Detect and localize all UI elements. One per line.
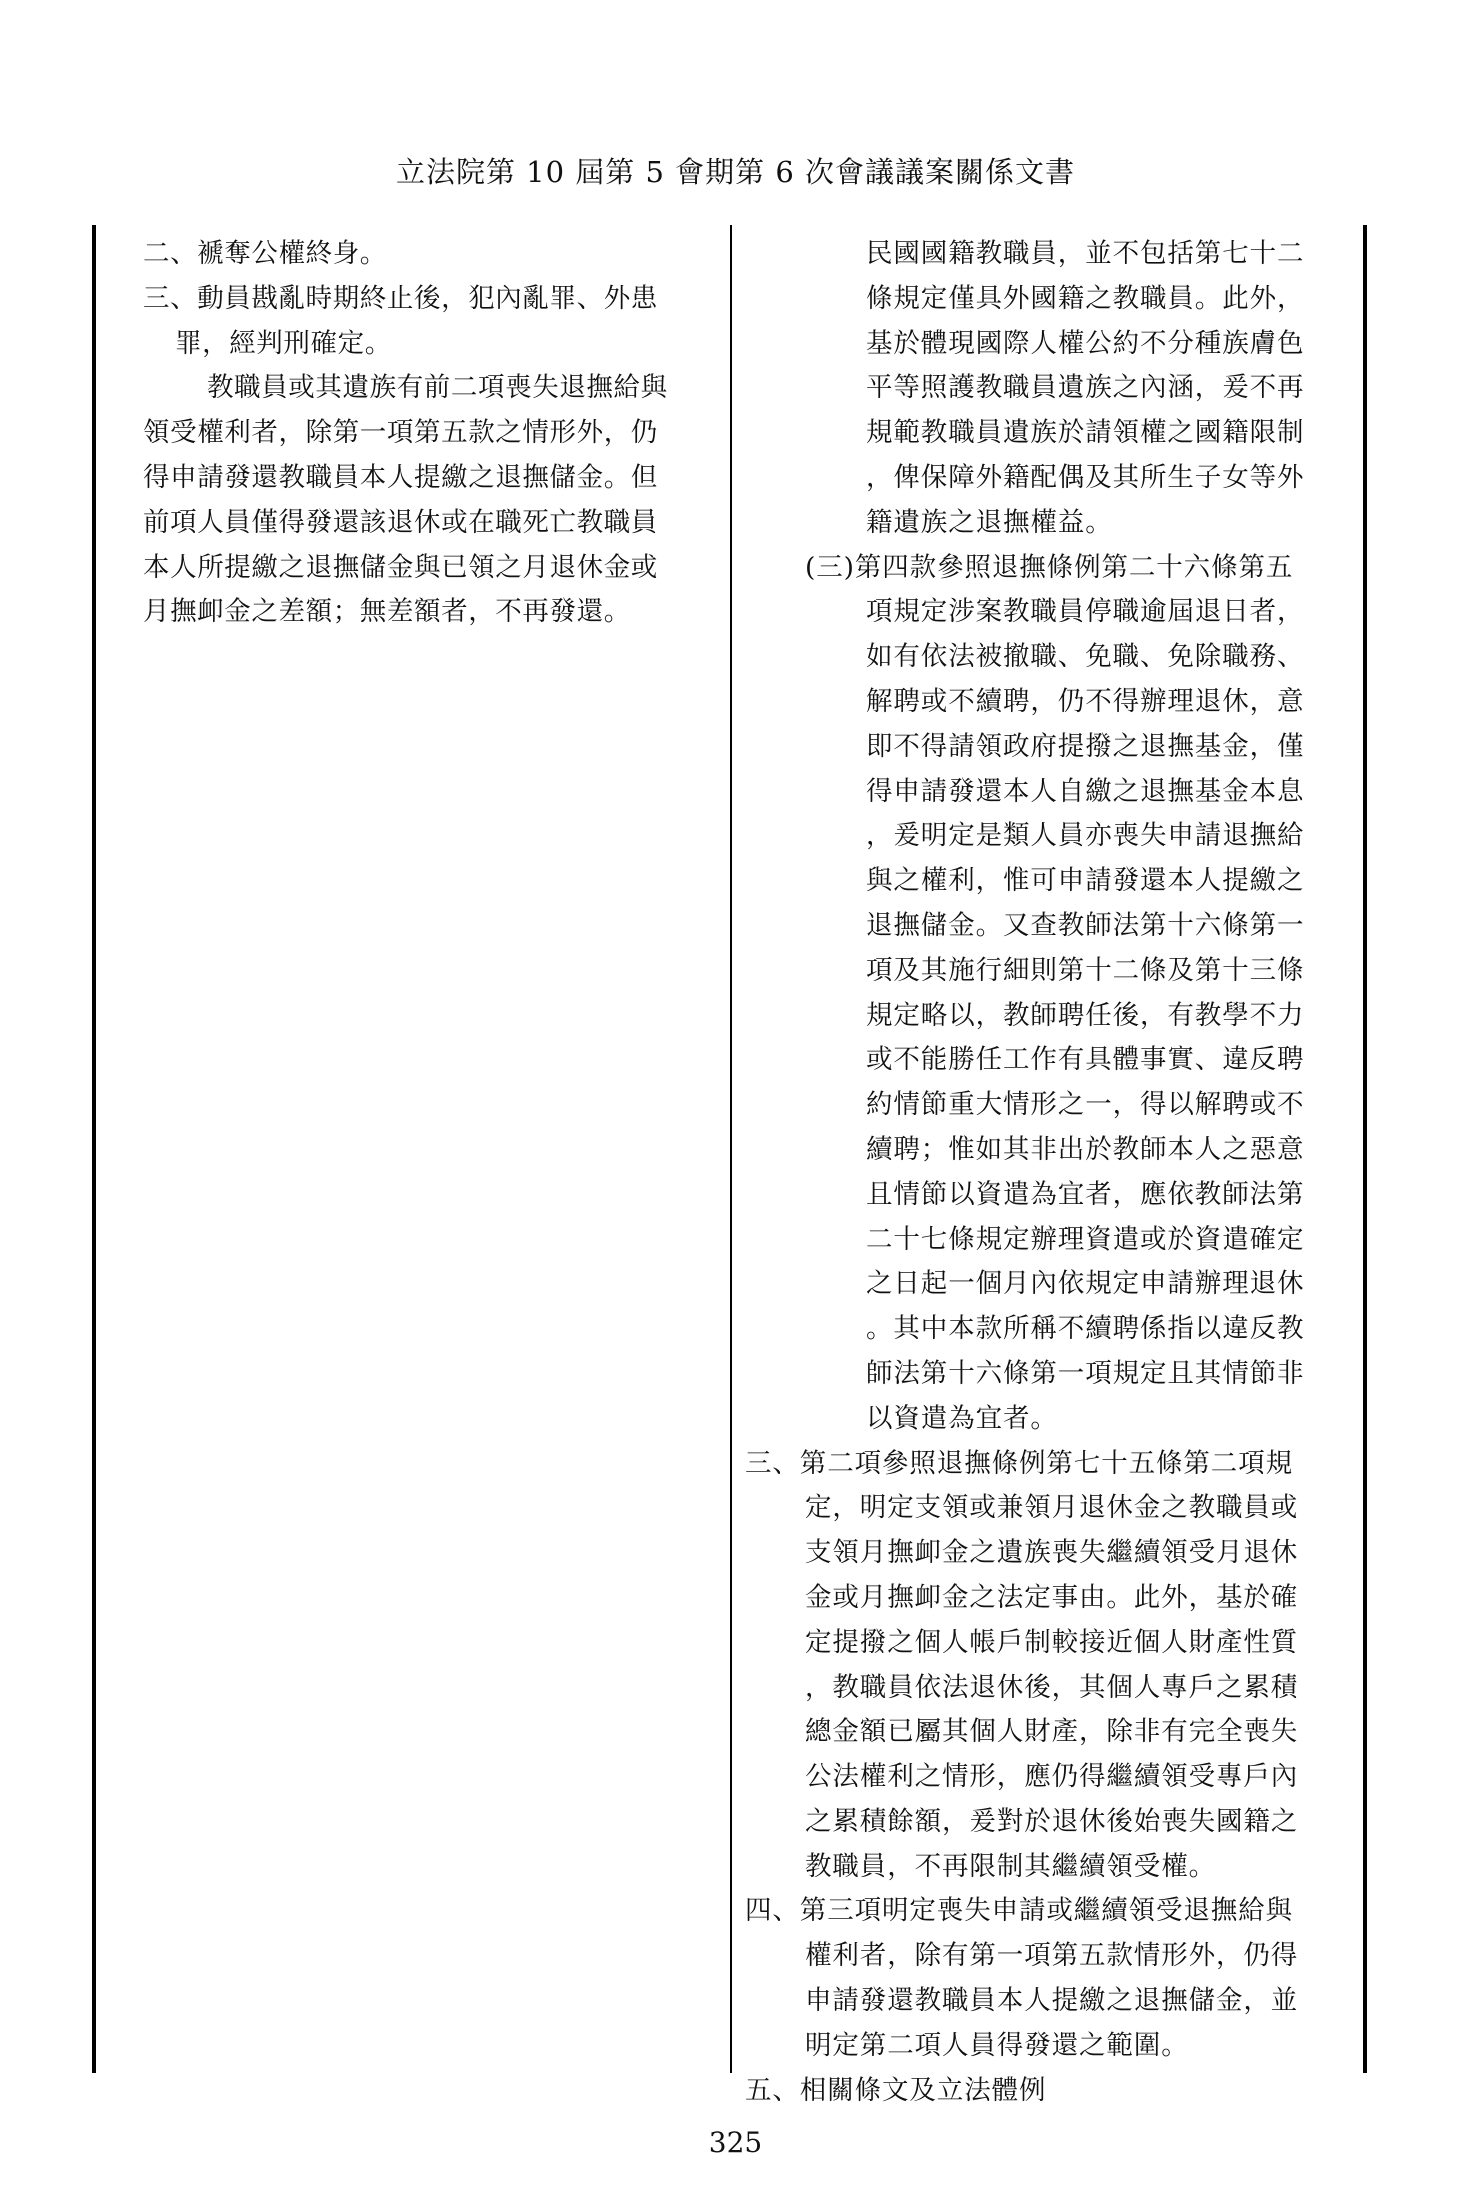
- text-line: 罪，經判刑確定。: [175, 327, 392, 359]
- text-line: (三)第四款參照退撫條例第二十六條第五: [805, 551, 1294, 583]
- text-line: 基於體現國際人權公約不分種族膚色: [866, 327, 1305, 359]
- text-line: 定，明定支領或兼領月退休金之教職員或: [805, 1492, 1299, 1524]
- left-column-statute-text: [143, 232, 713, 635]
- text-line: 明定第二項人員得發還之範圍。: [805, 2029, 1189, 2061]
- text-line: 續聘；惟如其非出於教師本人之惡意: [866, 1133, 1305, 1165]
- text-line: 支領月撫卹金之遺族喪失繼續領受月退休: [805, 1537, 1299, 1569]
- text-line: 退撫儲金。又查教師法第十六條第一: [866, 909, 1305, 941]
- text-line: 條規定僅具外國籍之教職員。此外，: [866, 282, 1305, 314]
- text-line: 項及其施行細則第十二條及第十三條: [866, 954, 1305, 986]
- text-line: 教職員或其遺族有前二項喪失退撫給與: [207, 372, 668, 404]
- text-line: 師法第十六條第一項規定且其情節非: [866, 1357, 1305, 1389]
- text-line: 之累積餘額，爰對於退休後始喪失國籍之: [805, 1805, 1299, 1837]
- text-line: ，俾保障外籍配偶及其所生子女等外: [866, 461, 1305, 493]
- text-line: 與之權利，惟可申請發還本人提繳之: [866, 865, 1305, 897]
- text-line: 月撫卹金之差額；無差額者，不再發還。: [143, 596, 631, 628]
- text-line: 得申請發還本人自繳之退撫基金本息: [866, 775, 1305, 807]
- text-line: 四、第三項明定喪失申請或繼續領受退撫給與: [745, 1895, 1293, 1927]
- text-line: 三、第二項參照退撫條例第七十五條第二項規: [745, 1447, 1293, 1479]
- text-line: 二十七條規定辦理資遣或於資遣確定: [866, 1223, 1305, 1255]
- text-line: 公法權利之情形，應仍得繼續領受專戶內: [805, 1761, 1299, 1793]
- page-header: 立法院第 10 屆第 5 會期第 6 次會議議案關係文書: [395, 155, 1076, 189]
- text-line: 五、相關條文及立法體例: [745, 2074, 1047, 2106]
- text-line: 二、褫奪公權終身。: [143, 238, 387, 269]
- right-border-rule: [1363, 225, 1367, 2073]
- text-line: 且情節以資遣為宜者，應依教師法第: [866, 1178, 1305, 1210]
- text-line: 領受權利者，除第一項第五款之情形外，仍: [143, 417, 658, 449]
- text-line: 金或月撫卹金之法定事由。此外，基於確: [805, 1581, 1299, 1613]
- text-line: 得申請發還教職員本人提繳之退撫儲金。但: [143, 461, 658, 493]
- text-line: 如有依法被撤職、免職、免除職務、: [866, 641, 1305, 673]
- text-line: 三、動員戡亂時期終止後，犯內亂罪、外患: [143, 282, 658, 314]
- text-line: 教職員，不再限制其繼續領受權。: [805, 1850, 1216, 1882]
- page-number: 325: [708, 2126, 763, 2159]
- text-line: 前項人員僅得發還該退休或在職死亡教職員: [143, 506, 658, 538]
- text-line: 解聘或不續聘，仍不得辦理退休，意: [866, 685, 1305, 717]
- text-line: 規範教職員遺族於請領權之國籍限制: [866, 417, 1305, 449]
- column-divider-rule: [730, 225, 732, 2073]
- text-line: 民國國籍教職員，並不包括第七十二: [866, 238, 1305, 269]
- text-line: 約情節重大情形之一，得以解聘或不: [866, 1089, 1305, 1121]
- text-line: 即不得請領政府提撥之退撫基金，僅: [866, 730, 1305, 762]
- text-line: 規定略以，教師聘任後，有教學不力: [866, 999, 1305, 1031]
- text-line: 籍遺族之退撫權益。: [866, 506, 1113, 538]
- text-line: 平等照護教職員遺族之內涵，爰不再: [866, 372, 1305, 404]
- text-line: 。其中本款所稱不續聘係指以違反教: [866, 1313, 1305, 1345]
- text-line: ，教職員依法退休後，其個人專戶之累積: [805, 1671, 1299, 1703]
- text-line: 之日起一個月內依規定申請辦理退休: [866, 1268, 1305, 1300]
- text-line: 定提撥之個人帳戶制較接近個人財產性質: [805, 1626, 1299, 1658]
- text-line: ，爰明定是類人員亦喪失申請退撫給: [866, 820, 1305, 852]
- text-line: 或不能勝任工作有具體事實、違反聘: [866, 1044, 1305, 1076]
- text-line: 申請發還教職員本人提繳之退撫儲金，並: [805, 1985, 1299, 2017]
- text-line: 以資遣為宜者。: [866, 1402, 1058, 1434]
- text-line: 本人所提繳之退撫儲金與已領之月退休金或: [143, 551, 658, 583]
- left-border-rule: [92, 225, 96, 2073]
- text-line: 權利者，除有第一項第五款情形外，仍得: [805, 1940, 1299, 1972]
- right-column-explanation-text: [745, 232, 1345, 2113]
- text-line: 總金額已屬其個人財產，除非有完全喪失: [805, 1716, 1299, 1748]
- text-line: 項規定涉案教職員停職逾屆退日者，: [866, 596, 1305, 628]
